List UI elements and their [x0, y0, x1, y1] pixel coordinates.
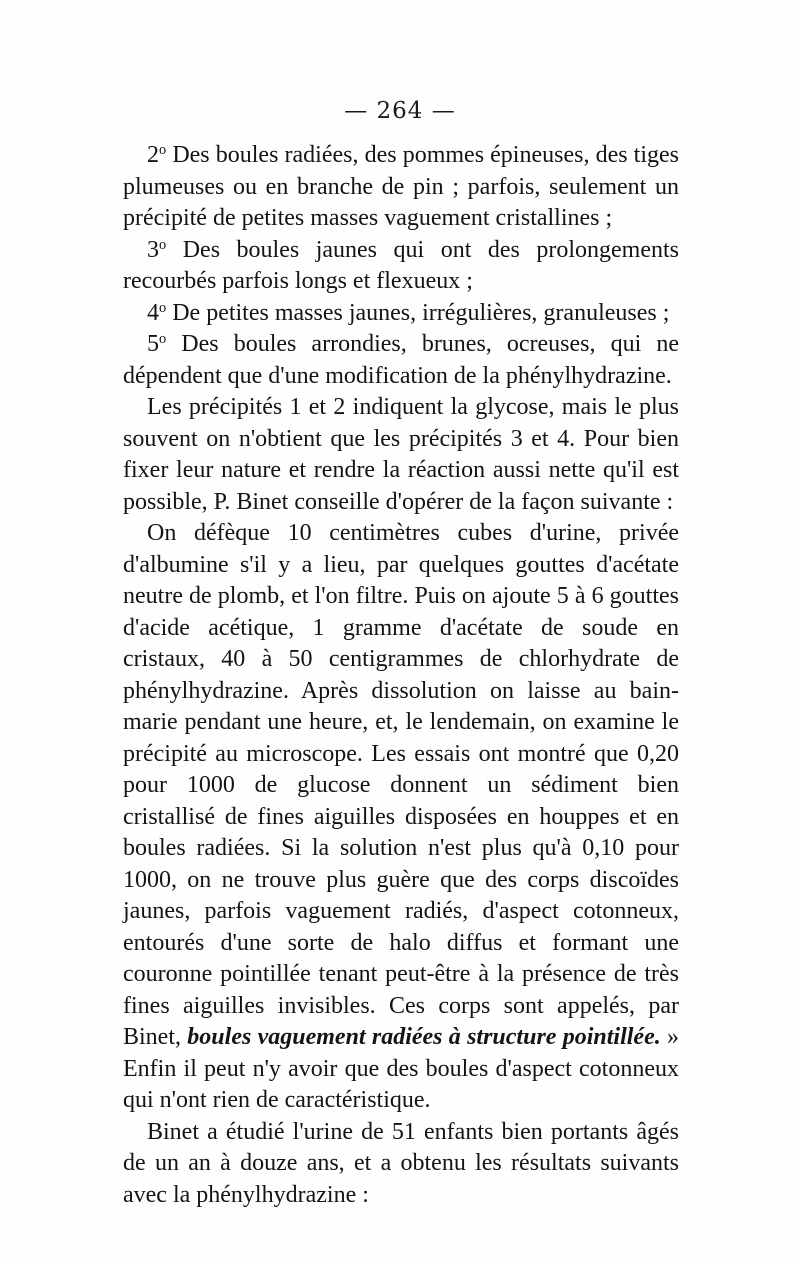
list-text: Des boules jaunes qui ont des prolongements recourbés parfois longs et flexueux ;	[123, 236, 679, 294]
list-item	[123, 329, 679, 392]
list-number: 4	[147, 299, 159, 326]
paragraph-precipites: Les précipités 1 et 2 indiquent la glycose, mais le plus souvent on n'obtient que les précipités 3 et 4. Pour bien fixer leur nature et rendre la réaction aussi nette qu'il est possible, P. Binet conseille d'opérer de la façon suivante :	[123, 394, 679, 515]
list-text: Des boules arrondies, brunes, ocreuses, qui ne dépendent que d'une modification de la phénylhydrazine.	[123, 331, 679, 389]
list-item	[123, 235, 679, 298]
list-number: 5	[147, 331, 159, 357]
ordinal-marker: o	[159, 236, 167, 253]
page-number: — 264 —	[344, 98, 456, 124]
list-item	[123, 298, 679, 330]
procedure-text: On défèque 10 centimètres cubes d'urine, privée d'albumine s'il y a lieu, par quelques gouttes d'acétate neutre de plomb, et l'on filtre. Puis on ajoute 5 à 6 gouttes d'acide acétique, 1 gramme d'acétate de soude en cristaux, 40 à 50 centigrammes de chlorhydrate de phénylhydrazine. Après dissolution on laisse au bain-marie pendant une heure, et, le lendemain, on examine le précipité au microscope. Les essais ont montré que 0,20 pour 1000 de glucose donnent un sédiment bien cristallisé de fines aiguilles disposées en houppes et en boules radiées. Si la solution n'est plus qu'à 0,10 pour 1000, on ne trouve plus guère que des corps discoïdes jaunes, parfois vaguement radiés, d'aspect cotonneux, entourés d'une sorte de halo diffus et formant une couronne pointillée tenant peut-être à la présence de très fines aiguilles invisibles. Ces corps sont appelés, par Binet,	[123, 520, 679, 1050]
list-text: De petites masses jaunes, irrégulières, granuleuses ;	[166, 299, 670, 326]
list-text: Des boules radiées, des pommes épineuses, des tiges plumeuses ou en branche de pin ; parfois, seulement un précipité de petites masses vaguement cristallines ;	[123, 142, 679, 231]
paragraph-procedure	[123, 518, 679, 1117]
italic-term: boules vaguement radiées à structure pointillée.	[187, 1024, 661, 1050]
body-text	[123, 140, 679, 1211]
ordinal-marker: o	[159, 299, 167, 316]
procedure-text-end: » Enfin il peut n'y avoir que des boules d'aspect cotonneux qui n'ont rien de caractéristique.	[123, 1024, 680, 1113]
ordinal-marker: o	[159, 331, 167, 348]
list-number: 2	[147, 142, 159, 168]
paragraph-binet-study: Binet a étudié l'urine de 51 enfants bien portants âgés de un an à douze ans, et a obtenu les résultats suivants avec la phénylhydrazine :	[123, 1118, 679, 1208]
list-number: 3	[147, 236, 159, 263]
list-item	[123, 140, 679, 235]
ordinal-marker: o	[159, 142, 167, 159]
